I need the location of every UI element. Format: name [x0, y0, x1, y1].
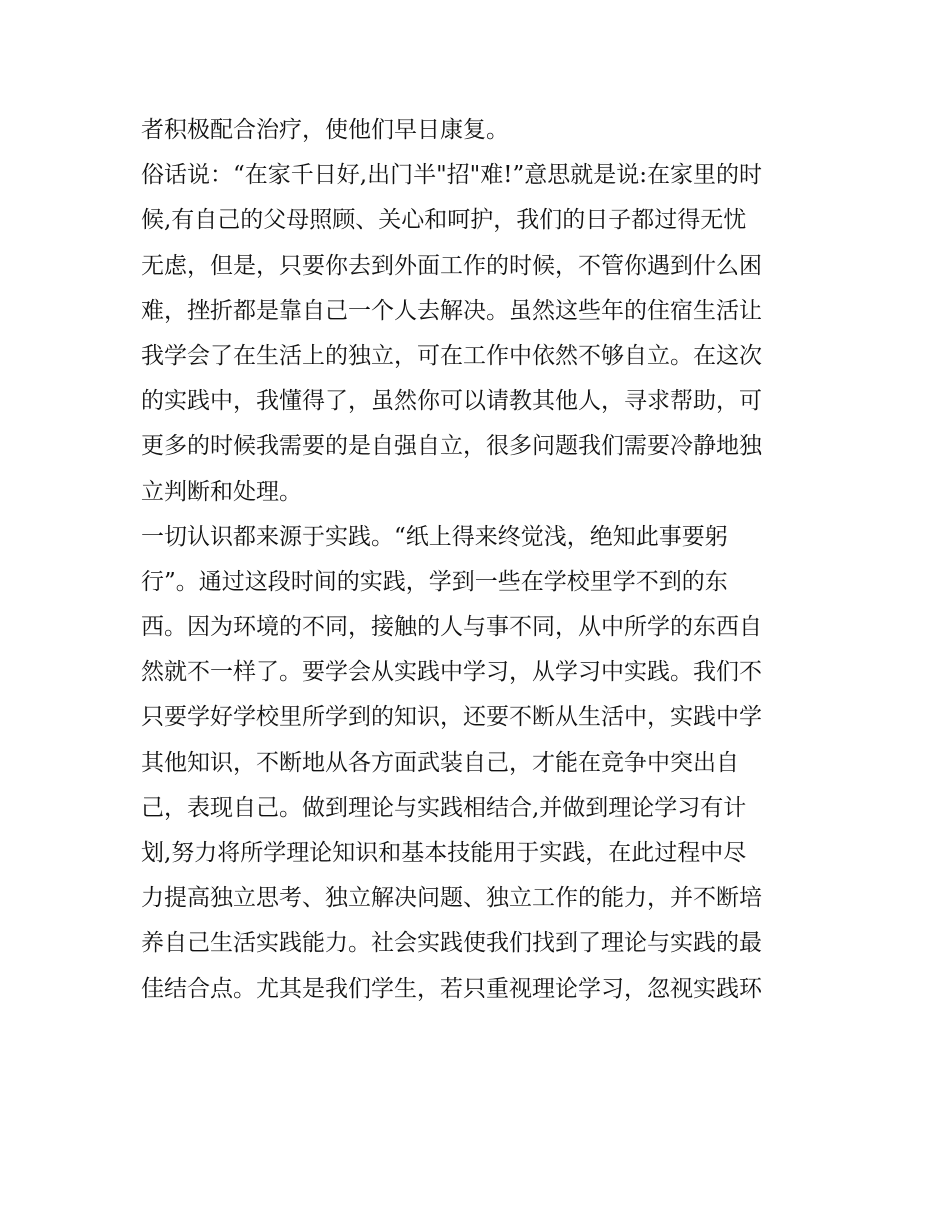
text-line: 立判断和处理。 [141, 478, 302, 505]
text-line: 的实践中，我懂得了，虽然你可以请教其他人，寻求帮助，可 [141, 388, 762, 415]
text-line: 然就不一样了。要学会从实践中学习，从学习中实践。我们不 [141, 659, 762, 686]
text-line: 只要学好学校里所学到的知识，还要不断从生活中，实践中学 [141, 704, 762, 731]
text-line: 划,努力将所学理论知识和基本技能用于实践，在此过程中尽 [141, 840, 747, 866]
text-line: 难，挫折都是靠自己一个人去解决。虽然这些年的住宿生活让 [141, 297, 762, 324]
text-line: 无虑，但是，只要你去到外面工作的时候，不管你遇到什么困 [141, 252, 762, 279]
text-line: 西。因为环境的不同，接触的人与事不同，从中所学的东西自 [141, 614, 762, 641]
text-line: 佳结合点。尤其是我们学生，若只重视理论学习，忽视实践环 [141, 975, 762, 1002]
text-line: 者积极配合治疗，使他们早日康复。 [141, 117, 509, 143]
text-line: 己，表现自己。做到理论与实践相结合,并做到理论学习有计 [141, 794, 747, 821]
text-line: 力提高独立思考、独立解决问题、独立工作的能力，并不断培 [141, 885, 762, 912]
text-line: 养自己生活实践能力。社会实践使我们找到了理论与实践的最 [141, 930, 762, 957]
document-body [141, 108, 821, 1012]
text-line: 俗话说：“在家千日好,出门半"招"难!”意思就是说:在家里的时 [141, 162, 762, 189]
text-line: 更多的时候我需要的是自强自立，很多问题我们需要冷静地独 [141, 433, 762, 460]
text-line: 我学会了在生活上的独立，可在工作中依然不够自立。在这次 [141, 342, 762, 369]
text-line: 其他知识，不断地从各方面武装自己，才能在竞争中突出自 [141, 749, 739, 776]
text-line: 候,有自己的父母照顾、关心和呵护，我们的日子都过得无忧 [141, 207, 747, 234]
text-line: 一切认识都来源于实践。“纸上得来终觉浅，绝知此事要躬 [141, 523, 728, 550]
text-line: 行”。通过这段时间的实践，学到一些在学校里学不到的东 [141, 568, 728, 595]
